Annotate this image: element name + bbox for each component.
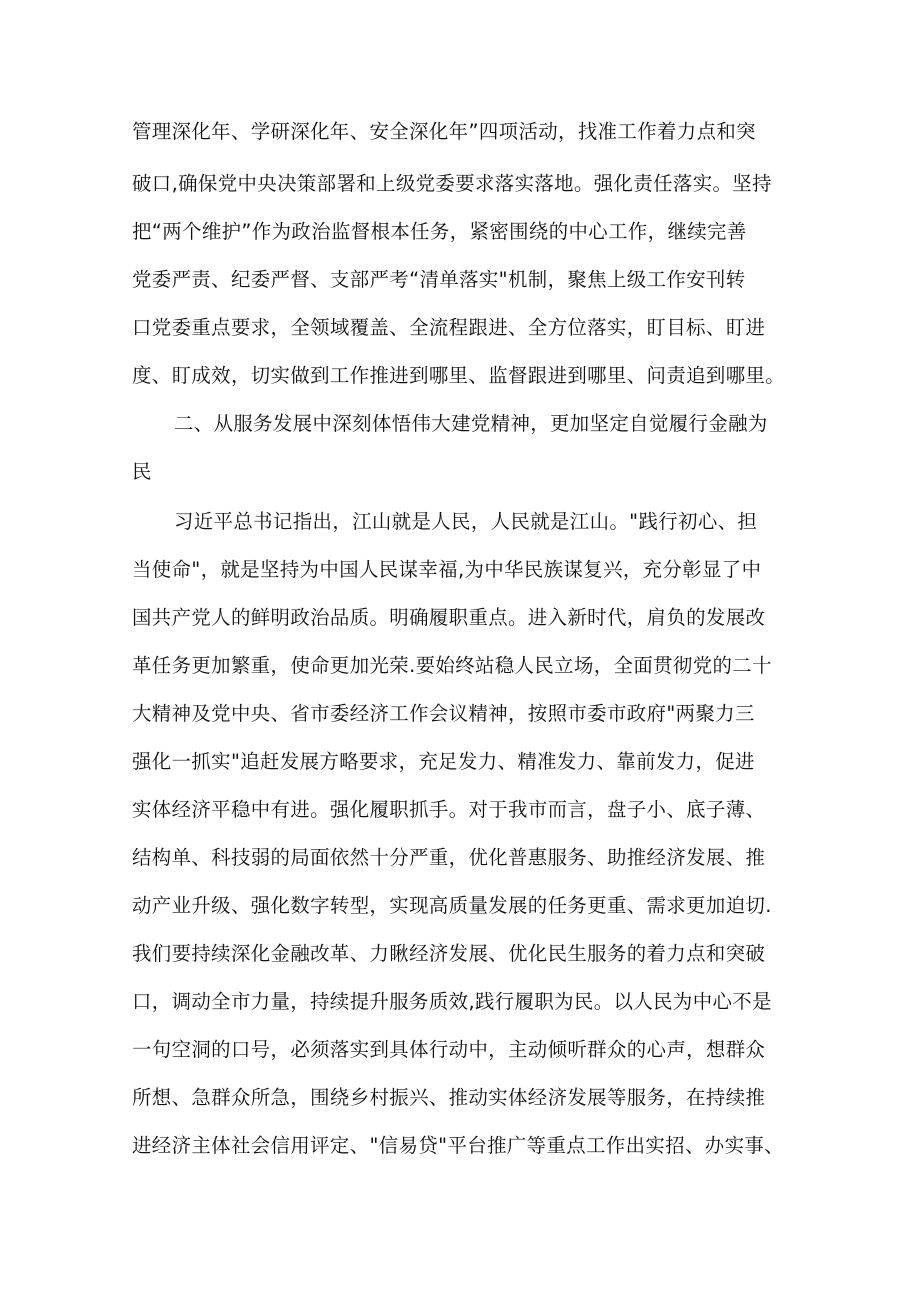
paragraph-1-line: 党委严责、纪委严督、支部严考“清单落实"机制，聚焦上级工作安刊转	[132, 268, 746, 291]
paragraph-1-line: 度、盯成效，切实做到工作推进到哪里、监督跟进到哪里、问责追到哪里。	[132, 364, 786, 387]
paragraph-2-line: 革任务更加繁重，使命更加光荣.要始终站稳人民立场，全面贯彻党的二十	[132, 654, 772, 677]
paragraph-2-line: 习近平总书记指出，江山就是人民，人民就是江山。"践行初心、担	[174, 510, 758, 533]
section-heading-line: 二、从服务发展中深刻体悟伟大建党精神，更加坚定自觉履行金融为	[174, 412, 768, 435]
paragraph-2-line: 进经济主体社会信用评定、"信易贷"平台推广等重点工作出实招、办实事、	[132, 1134, 784, 1157]
paragraph-2-line: 我们要持续深化金融改革、力瞅经济发展、优化民生服务的着力点和突破	[132, 942, 766, 965]
paragraph-2-line: 口，调动全市力量，持续提升服务质效,践行履职为民。以人民为中心不是	[132, 990, 772, 1013]
paragraph-2-line: 动产业升级、强化数字转型，实现高质量发展的任务更重、需求更加迫切.	[132, 894, 772, 917]
paragraph-2-line: 当使命"，就是坚持为中国人民谋幸福,为中华民族谋复兴，充分彰显了中	[132, 558, 762, 581]
paragraph-1-line: 口党委重点要求，全领域覆盖、全流程跟进、全方位落实，盯目标、盯进	[132, 316, 766, 339]
paragraph-2-line: 大精神及党中央、省市委经济工作会议精神，按照市委市政府"两聚力三	[132, 702, 755, 725]
paragraph-1-line: 管理深化年、学研深化年、安全深化年”四项活动，找准工作着力点和突	[132, 120, 756, 143]
paragraph-2-line: 强化一抓实"追赶发展方略要求，充足发力、精准发力、靠前发力，促进	[132, 750, 755, 773]
paragraph-2-line: 国共产党人的鲜明政治品质。明确履职重点。进入新时代，肩负的发展改	[132, 606, 766, 629]
paragraph-2-line: 结构单、科技弱的局面依然十分严重，优化普惠服务、助推经济发展、推	[132, 846, 766, 869]
paragraph-1-line: 把“两个维护”作为政治监督根本任务，紧密围绕的中心工作，继续完善	[132, 220, 747, 243]
paragraph-2-line: 所想、急群众所急，围绕乡村振兴、推动实体经济发展等服务，在持续推	[132, 1086, 766, 1109]
paragraph-2-line: 一句空洞的口号，必须落实到具体行动中，主动倾听群众的心声，想群众	[132, 1038, 766, 1061]
section-heading-line: 民	[132, 460, 152, 483]
paragraph-2-line: 实体经济平稳中有进。强化履职抓手。对于我市而言，盘子小、底子薄、	[132, 798, 766, 821]
paragraph-1-line: 破口,确保党中央决策部署和上级党委要求落实落地。强化责任落实。坚持	[132, 172, 772, 195]
